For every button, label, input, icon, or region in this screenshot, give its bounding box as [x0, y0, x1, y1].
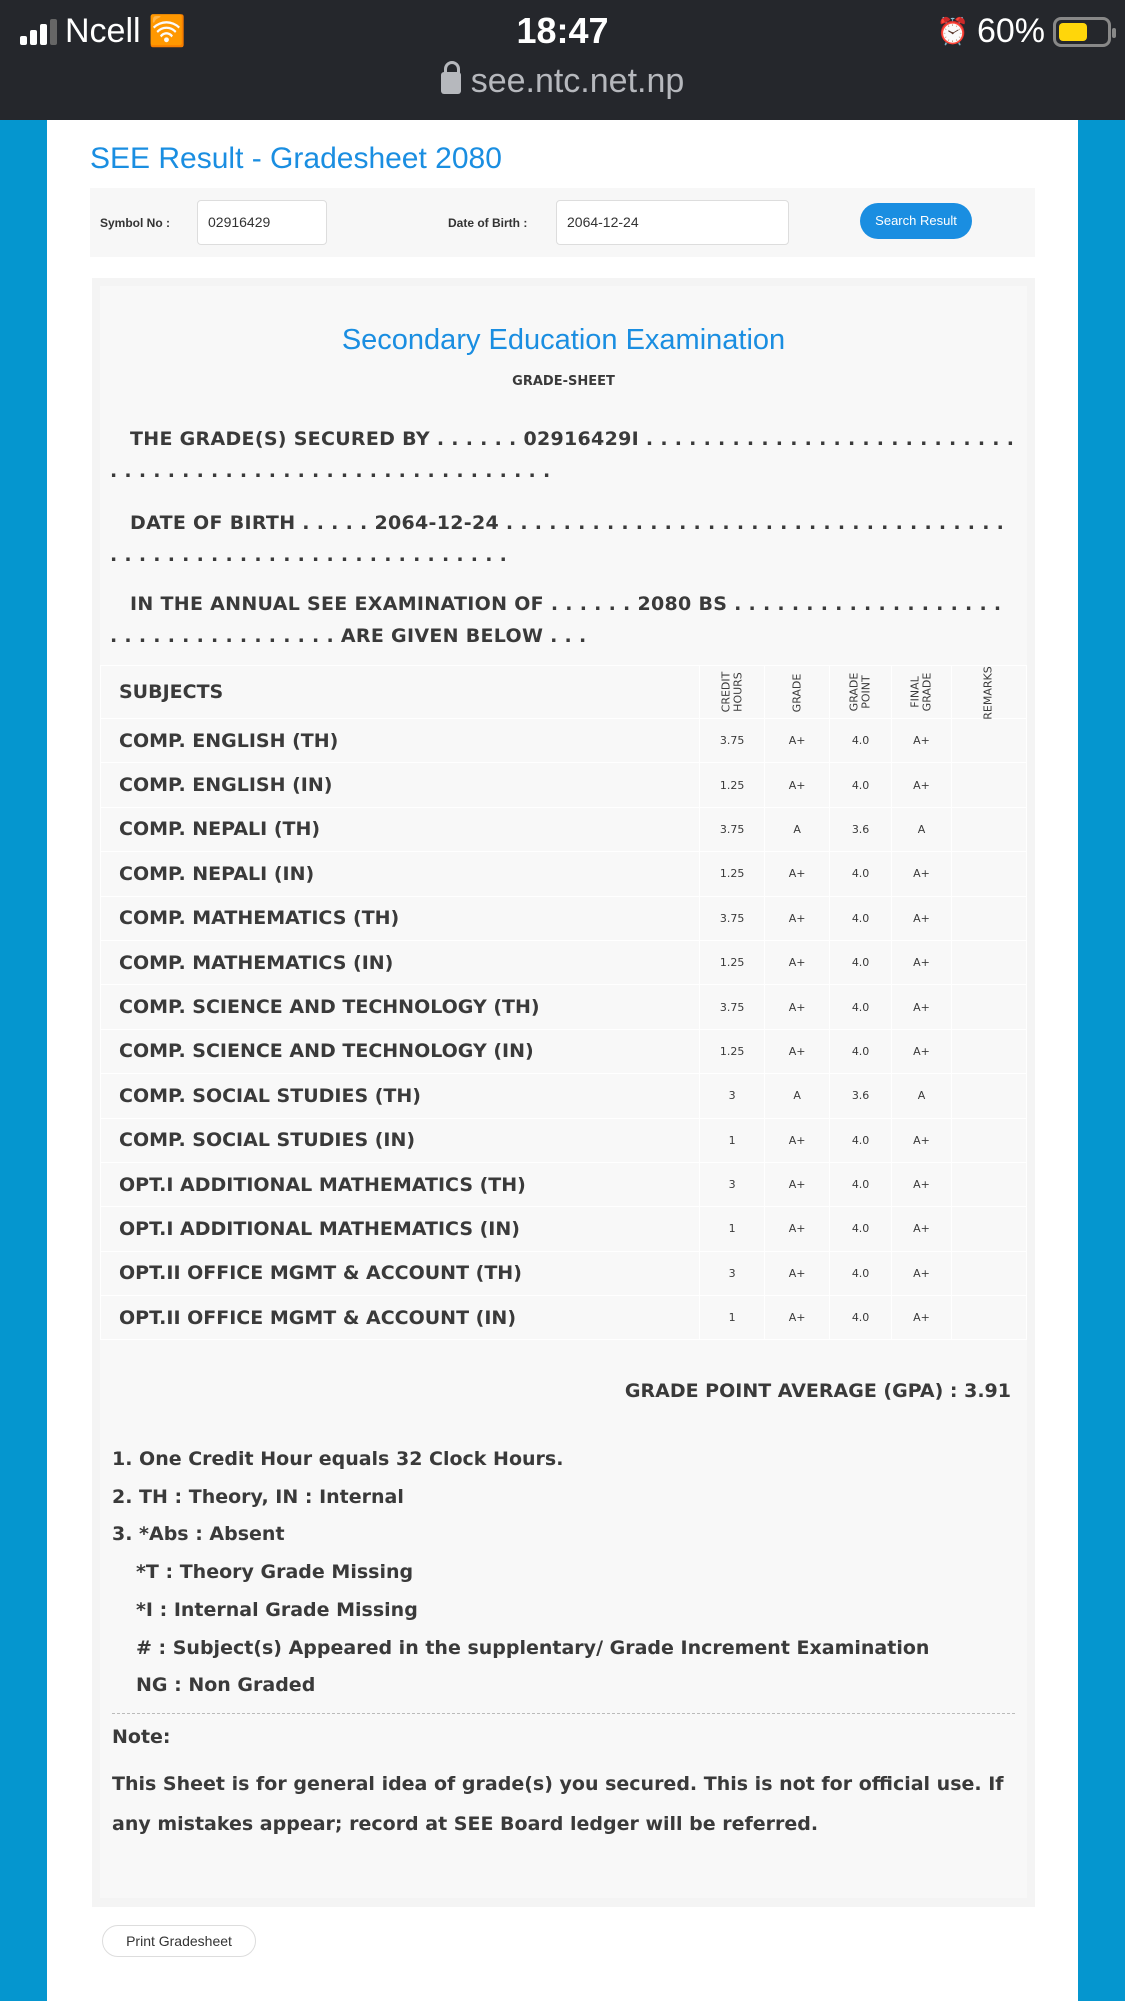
subject-cell: COMP. NEPALI (TH): [101, 807, 700, 851]
credit-cell: 3: [700, 1074, 765, 1118]
dob-label: Date of Birth :: [448, 216, 528, 230]
grade-cell: A+: [765, 1296, 830, 1340]
symbol-input[interactable]: 02916429: [197, 200, 327, 245]
remarks-cell: [952, 852, 1027, 896]
note-item: NG : Non Graded: [136, 1674, 316, 1697]
final-grade-cell: A+: [892, 1162, 952, 1206]
final-grade-cell: A+: [892, 719, 952, 763]
remarks-cell: [952, 1029, 1027, 1073]
subject-cell: COMP. SCIENCE AND TECHNOLOGY (TH): [101, 985, 700, 1029]
credit-cell: 1: [700, 1207, 765, 1251]
grade-point-cell: 4.0: [830, 985, 892, 1029]
grade-point-cell: 4.0: [830, 719, 892, 763]
subject-cell: COMP. SOCIAL STUDIES (TH): [101, 1074, 700, 1118]
credit-cell: 3: [700, 1162, 765, 1206]
credit-cell: 1.25: [700, 940, 765, 984]
table-row: [101, 852, 1027, 896]
final-grade-cell: A: [892, 807, 952, 851]
credit-cell: 1: [700, 1296, 765, 1340]
grade-cell: A+: [765, 719, 830, 763]
page-title: SEE Result - Gradesheet 2080: [90, 142, 502, 175]
note-item: *I : Internal Grade Missing: [136, 1598, 418, 1621]
remarks-cell: [952, 940, 1027, 984]
note-item: 2. TH : Theory, IN : Internal: [112, 1485, 404, 1508]
table-row: [101, 763, 1027, 807]
grade-point-cell: 4.0: [830, 763, 892, 807]
credit-cell: 1: [700, 1118, 765, 1162]
final-grade-cell: A+: [892, 1296, 952, 1340]
symbol-label: Symbol No :: [100, 216, 171, 230]
subject-cell: OPT.I ADDITIONAL MATHEMATICS (TH): [101, 1162, 700, 1206]
grade-cell: A+: [765, 1029, 830, 1073]
final-grade-cell: A+: [892, 940, 952, 984]
remarks-cell: [952, 763, 1027, 807]
credit-cell: 3.75: [700, 896, 765, 940]
grade-cell: A+: [765, 1207, 830, 1251]
final-grade-cell: A+: [892, 763, 952, 807]
table-row: [101, 719, 1027, 763]
dob-line: DATE OF BIRTH . . . . . 2064-12-24 . . . . . . . . . . . . . . . . . . . . . . . . . . . . . . . . . . . . . . . . . . . . . . . . . . . . . . . . . . . . . . .: [110, 512, 1005, 566]
credit-cell: 1.25: [700, 1029, 765, 1073]
remarks-cell: [952, 1296, 1027, 1340]
exam-heading: Secondary Education Examination: [341, 324, 786, 356]
table-row: [101, 1251, 1027, 1295]
grade-cell: A: [765, 1074, 830, 1118]
grade-cell: A+: [765, 896, 830, 940]
grade-cell: A: [765, 807, 830, 851]
credit-cell: 1.25: [700, 763, 765, 807]
final-grade-cell: A+: [892, 985, 952, 1029]
grade-point-cell: 4.0: [830, 1029, 892, 1073]
subject-cell: COMP. ENGLISH (TH): [101, 719, 700, 763]
page: [47, 120, 1078, 2001]
credit-cell: 3.75: [700, 807, 765, 851]
table-row: [101, 1118, 1027, 1162]
table-row: [101, 1296, 1027, 1340]
search-result-button[interactable]: Search Result: [860, 203, 972, 239]
table-header: [101, 666, 1027, 719]
subject-cell: OPT.II OFFICE MGMT & ACCOUNT (IN): [101, 1296, 700, 1340]
note-item: # : Subject(s) Appeared in the supplentary/ Grade Increment Examination: [136, 1636, 930, 1659]
wifi-icon: 🛜: [148, 15, 186, 48]
table-row: [101, 940, 1027, 984]
grade-cell: A+: [765, 763, 830, 807]
grade-point-cell: 4.0: [830, 1251, 892, 1295]
remarks-cell: [952, 896, 1027, 940]
table-row: [101, 807, 1027, 851]
table-row: [101, 1074, 1027, 1118]
grade-cell: A+: [765, 1162, 830, 1206]
url-text: see.ntc.net.np: [470, 62, 685, 100]
remarks-cell: [952, 985, 1027, 1029]
credit-cell: 3.75: [700, 719, 765, 763]
remarks-cell: [952, 807, 1027, 851]
clock: 18:47: [516, 10, 609, 51]
final-grade-cell: A+: [892, 1029, 952, 1073]
status-bar: [0, 0, 1125, 120]
grade-point-cell: 4.0: [830, 1118, 892, 1162]
final-grade-cell: A+: [892, 896, 952, 940]
grade-point-cell: 4.0: [830, 1296, 892, 1340]
secured-by-line: THE GRADE(S) SECURED BY . . . . . . 02916429I . . . . . . . . . . . . . . . . . . . . . . . . . . . . . . . . . . . . . . . . . . . . . . . . . . . . . . . . .: [110, 428, 1015, 482]
subject-cell: OPT.II OFFICE MGMT & ACCOUNT (TH): [101, 1251, 700, 1295]
battery-icon: [1053, 17, 1111, 47]
grade-point-cell: 3.6: [830, 807, 892, 851]
remarks-cell: [952, 719, 1027, 763]
battery-percent: 60%: [976, 12, 1045, 50]
final-grade-cell: A+: [892, 1207, 952, 1251]
table-row: [101, 1029, 1027, 1073]
credit-cell: 3.75: [700, 985, 765, 1029]
col-grade-point: GRADE POINT: [847, 672, 873, 712]
subject-cell: COMP. SOCIAL STUDIES (IN): [101, 1118, 700, 1162]
grade-point-cell: 4.0: [830, 1207, 892, 1251]
credit-cell: 1.25: [700, 852, 765, 896]
grade-point-cell: 4.0: [830, 896, 892, 940]
legend-notes: [112, 1441, 929, 1705]
grade-cell: A+: [765, 852, 830, 896]
note-item: 3. *Abs : Absent: [112, 1523, 285, 1546]
grade-point-cell: 4.0: [830, 852, 892, 896]
subject-cell: COMP. SCIENCE AND TECHNOLOGY (IN): [101, 1029, 700, 1073]
remarks-cell: [952, 1074, 1027, 1118]
dob-input[interactable]: 2064-12-24: [556, 200, 789, 245]
col-credit-hours: CREDIT HOURS: [719, 671, 745, 713]
final-grade-cell: A+: [892, 1118, 952, 1162]
note-heading: Note:: [112, 1726, 171, 1748]
grade-cell: A+: [765, 1118, 830, 1162]
grade-cell: A+: [765, 940, 830, 984]
table-row: [101, 896, 1027, 940]
remarks-cell: [952, 1251, 1027, 1295]
subject-cell: COMP. ENGLISH (IN): [101, 763, 700, 807]
subject-cell: OPT.I ADDITIONAL MATHEMATICS (IN): [101, 1207, 700, 1251]
col-grade: GRADE: [790, 673, 804, 712]
remarks-cell: [952, 1162, 1027, 1206]
lock-icon: [441, 72, 461, 94]
divider: [112, 1713, 1015, 1714]
gpa: GRADE POINT AVERAGE (GPA) : 3.91: [624, 1380, 1011, 1402]
search-form: [90, 188, 1035, 257]
table-row: [101, 1162, 1027, 1206]
grade-point-cell: 4.0: [830, 940, 892, 984]
gradesheet: [100, 286, 1027, 1898]
final-grade-cell: A: [892, 1074, 952, 1118]
grade-cell: A+: [765, 1251, 830, 1295]
note-text: This Sheet is for general idea of grade(s) you secured. This is not for official use. If any mistakes appear; record at SEE Board ledger will be referred.: [112, 1773, 1004, 1835]
remarks-cell: [952, 1118, 1027, 1162]
remarks-cell: [952, 1207, 1027, 1251]
carrier-name: Ncell: [65, 12, 141, 50]
table-row: [101, 1207, 1027, 1251]
exam-line: IN THE ANNUAL SEE EXAMINATION OF . . . . . . 2080 BS . . . . . . . . . . . . . . . . . . . . . . . . . . . . . . . . . . . ARE GIVEN BELOW . . .: [110, 593, 1002, 647]
col-subjects: SUBJECTS: [101, 666, 700, 719]
credit-cell: 3: [700, 1251, 765, 1295]
alarm-icon: ⏰: [936, 16, 969, 46]
col-final-grade: FINAL GRADE: [908, 672, 934, 712]
grade-point-cell: 3.6: [830, 1074, 892, 1118]
note-item: *T : Theory Grade Missing: [136, 1561, 414, 1584]
grade-cell: A+: [765, 985, 830, 1029]
print-gradesheet-button[interactable]: Print Gradesheet: [102, 1925, 256, 1957]
gradesheet-subheading: GRADE-SHEET: [512, 374, 615, 389]
final-grade-cell: A+: [892, 852, 952, 896]
subject-cell: COMP. MATHEMATICS (IN): [101, 940, 700, 984]
subject-cell: COMP. NEPALI (IN): [101, 852, 700, 896]
gradesheet-container: [92, 278, 1035, 1907]
final-grade-cell: A+: [892, 1251, 952, 1295]
grades-table: [100, 665, 1027, 1340]
note-item: 1. One Credit Hour equals 32 Clock Hours.: [112, 1448, 564, 1470]
address-bar[interactable]: [0, 62, 1125, 101]
subject-cell: COMP. MATHEMATICS (TH): [101, 896, 700, 940]
table-row: [101, 985, 1027, 1029]
grade-point-cell: 4.0: [830, 1162, 892, 1206]
col-remarks: REMARKS: [981, 665, 995, 720]
